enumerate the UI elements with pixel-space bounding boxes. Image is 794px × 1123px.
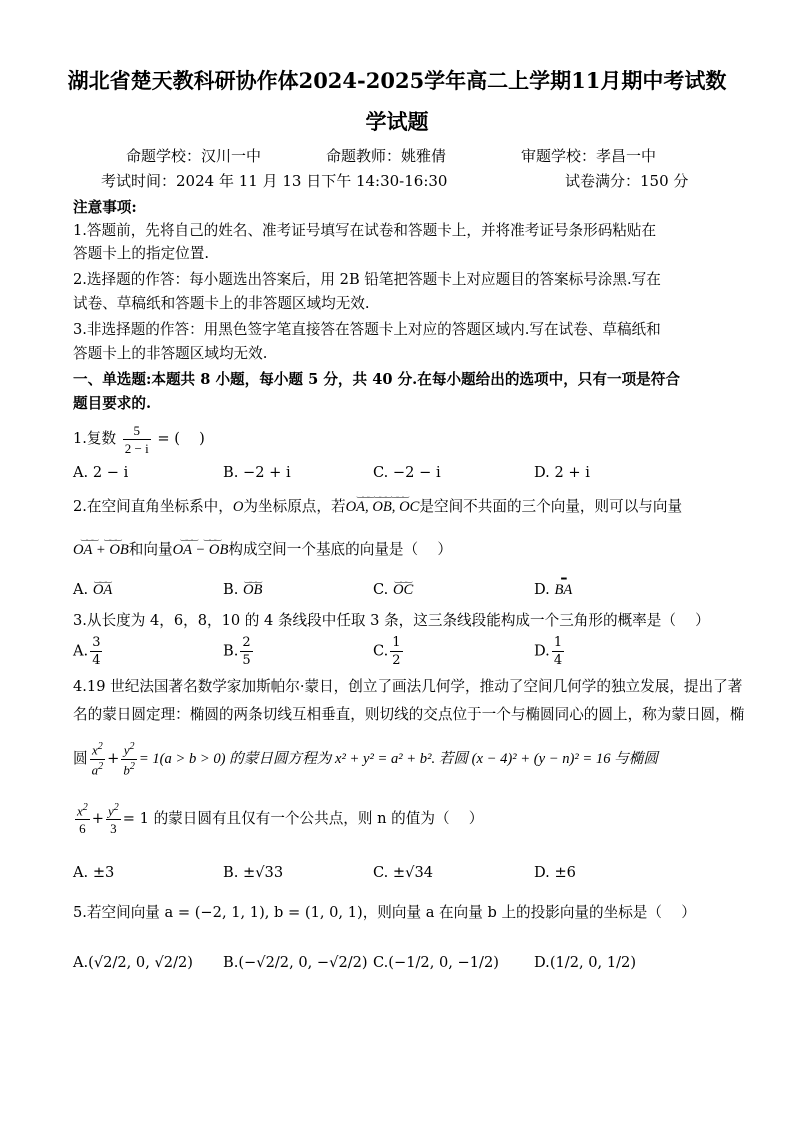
meta-teacher: 命题教师：姚雅倩	[326, 147, 447, 165]
q4-ellipse-x: $\frac{x^2}{a^2}$	[91, 741, 104, 777]
meta-school: 命题学校：汉川一中	[126, 147, 262, 165]
q3-option-d[interactable]: D. $\frac{1}{4}$	[534, 635, 563, 668]
meta-time: 考试时间：2024 年 11 月 13 日下午 14:30-16:30	[101, 172, 448, 190]
q4-text-c: = 1 的蒙日圆有且仅有一个公共点，则 n 的值为（ ）	[122, 810, 484, 827]
q1-den: 2 − i	[124, 440, 149, 456]
q2-option-b[interactable]: B. ‿‿‿ OB	[223, 574, 263, 598]
q4-option-d[interactable]: D. ±6	[534, 864, 576, 881]
q1-option-d[interactable]: D. 2 + i	[534, 464, 590, 481]
note-3b: 答题卡上的非答题区域均无效.	[73, 345, 268, 362]
note-1b: 答题卡上的指定位置.	[73, 245, 209, 262]
question-4-line4: $\frac{x^2}{6}$ + $\frac{y^2}{3}$ = 1 的蒙日圆有且仅有一个公共点，则 n 的值为（ ）	[77, 801, 484, 837]
q5-options	[73, 954, 733, 976]
q5-option-c[interactable]: C.(−1/2, 0, −1/2)	[373, 954, 499, 971]
q1-fraction	[123, 424, 151, 455]
q1-num: 5	[123, 424, 151, 440]
q2-option-a[interactable]: A. ‿‿‿ OA	[73, 574, 113, 598]
q4-option-c[interactable]: C. ±√34	[373, 864, 434, 881]
q3-options	[73, 636, 733, 676]
note-2a: 2.选择题的作答：每小题选出答案后，用 2B 铅笔把答题卡上对应题目的答案标号涂黑.写在	[73, 271, 661, 288]
q2-option-d[interactable]: D. ▪▪▪ BA	[534, 574, 573, 598]
q1-prefix: 1.复数	[73, 430, 117, 447]
q4-ellipse-y: $\frac{y^2}{b^2}$	[123, 741, 135, 777]
question-5: 5.若空间向量 a = (−2, 1, 1), b = (1, 0, 1)，则向量 a 在向量 b 上的投影向量的坐标是（ ）	[73, 904, 696, 921]
section1-line1: 一、单选题:本题共 8 小题，每小题 5 分，共 40 分.在每小题给出的选项中，只有一项是符合	[73, 371, 680, 388]
q5-option-b[interactable]: B.(−√2/2, 0, −√2/2)	[223, 954, 368, 971]
q2-text-c: 是空间不共面的三个向量，则可以与向量	[419, 498, 683, 515]
section1-line2: 题目要求的.	[73, 395, 152, 412]
question-1	[73, 420, 205, 458]
q4-option-a[interactable]: A. ±3	[73, 864, 115, 881]
q5-option-d[interactable]: D.(1/2, 0, 1/2)	[534, 954, 637, 971]
q4-text-a: 圆	[73, 750, 88, 767]
exam-title-line1: 湖北省楚天教科研协作体2024-2025学年高二上学期11月期中考试数	[67, 68, 727, 93]
q4-option-b[interactable]: B. ±√33	[223, 864, 284, 881]
note-3a: 3.非选择题的作答：用黑色签字笔直接答在答题卡上对应的答题区域内.写在试卷、草稿纸和	[73, 321, 661, 338]
q2-vectors: ‿‿‿ ‿‿‿ ‿‿‿ OA, OB, OC	[345, 489, 420, 515]
exam-title-line2: 学试题	[365, 109, 429, 134]
question-3: 3.从长度为 4，6，8，10 的 4 条线段中任取 3 条，这三条线段能构成一个三角形的概率是（ ）	[73, 612, 710, 629]
q2-origin: O	[232, 499, 244, 515]
question-2-line1	[73, 489, 683, 517]
note-2b: 试卷、草稿纸和答题卡上的非答题区域均无效.	[73, 295, 370, 312]
q4-ellipse2-y: $\frac{y^2}{3}$	[108, 801, 119, 837]
q4-ellipse2-x: $\frac{x^2}{6}$	[77, 801, 88, 837]
meta-score: 试卷满分：150 分	[565, 172, 689, 190]
q2-expr2: ‿‿‿ ‿‿‿ OA − OB	[172, 532, 229, 558]
q4-options	[73, 864, 733, 886]
q4-text-b: = 1(a > b > 0) 的蒙日圆方程为 x² + y² = a² + b². 若圆 (x − 4)² + (y − n)² = 16 与椭圆	[138, 751, 658, 767]
q1-options	[73, 464, 733, 486]
q2-text-e: 构成空间一个基底的向量是（ ）	[228, 541, 452, 558]
q2-option-c[interactable]: C. ‿‿‿ OC	[373, 574, 414, 598]
q3-option-c[interactable]: C. $\frac{1}{2}$	[373, 635, 401, 668]
q1-option-a[interactable]: A. 2 − i	[73, 464, 129, 481]
meta-reviewer: 审题学校：孝昌一中	[521, 147, 657, 165]
q3-option-a[interactable]: A. $\frac{3}{4}$	[73, 635, 101, 668]
q5-option-a[interactable]: A.(√2/2, 0, √2/2)	[73, 954, 193, 971]
question-2-line2	[73, 532, 452, 560]
q2-text-b: 为坐标原点，若	[243, 498, 346, 515]
q2-text-a: 2.在空间直角坐标系中，	[73, 498, 233, 515]
q2-text-d: 和向量	[128, 541, 173, 558]
question-4-line3: 圆 $\frac{x^2}{a^2}$ + $\frac{y^2}{b^2}$ = 1(a > b > 0) 的蒙日圆方程为 x² + y² = a² + b². 若圆 (x − 4)² + (y − n)² = 16 与椭圆	[73, 741, 658, 777]
note-1a: 1.答题前，先将自己的姓名、准考证号填写在试卷和答题卡上，并将准考证号条形码粘贴在	[73, 222, 657, 239]
notes-heading: 注意事项:	[73, 199, 137, 216]
q1-suffix: = ( )	[157, 430, 205, 447]
question-4-line2: 名的蒙日圆定理：椭圆的两条切线互相垂直，则切线的交点位于一个与椭圆同心的圆上，称为蒙日圆，椭	[73, 706, 745, 723]
q2-expr1: ‿‿‿ ‿‿‿ OA + OB	[73, 532, 129, 558]
q1-option-b[interactable]: B. −2 + i	[223, 464, 291, 481]
question-4-line1: 4.19 世纪法国著名数学家加斯帕尔·蒙日，创立了画法几何学，推动了空间几何学的独立发展，提出了著	[73, 678, 743, 695]
q3-option-b[interactable]: B. $\frac{2}{5}$	[223, 635, 251, 668]
q1-option-c[interactable]: C. −2 − i	[373, 464, 441, 481]
q2-options	[73, 574, 733, 603]
